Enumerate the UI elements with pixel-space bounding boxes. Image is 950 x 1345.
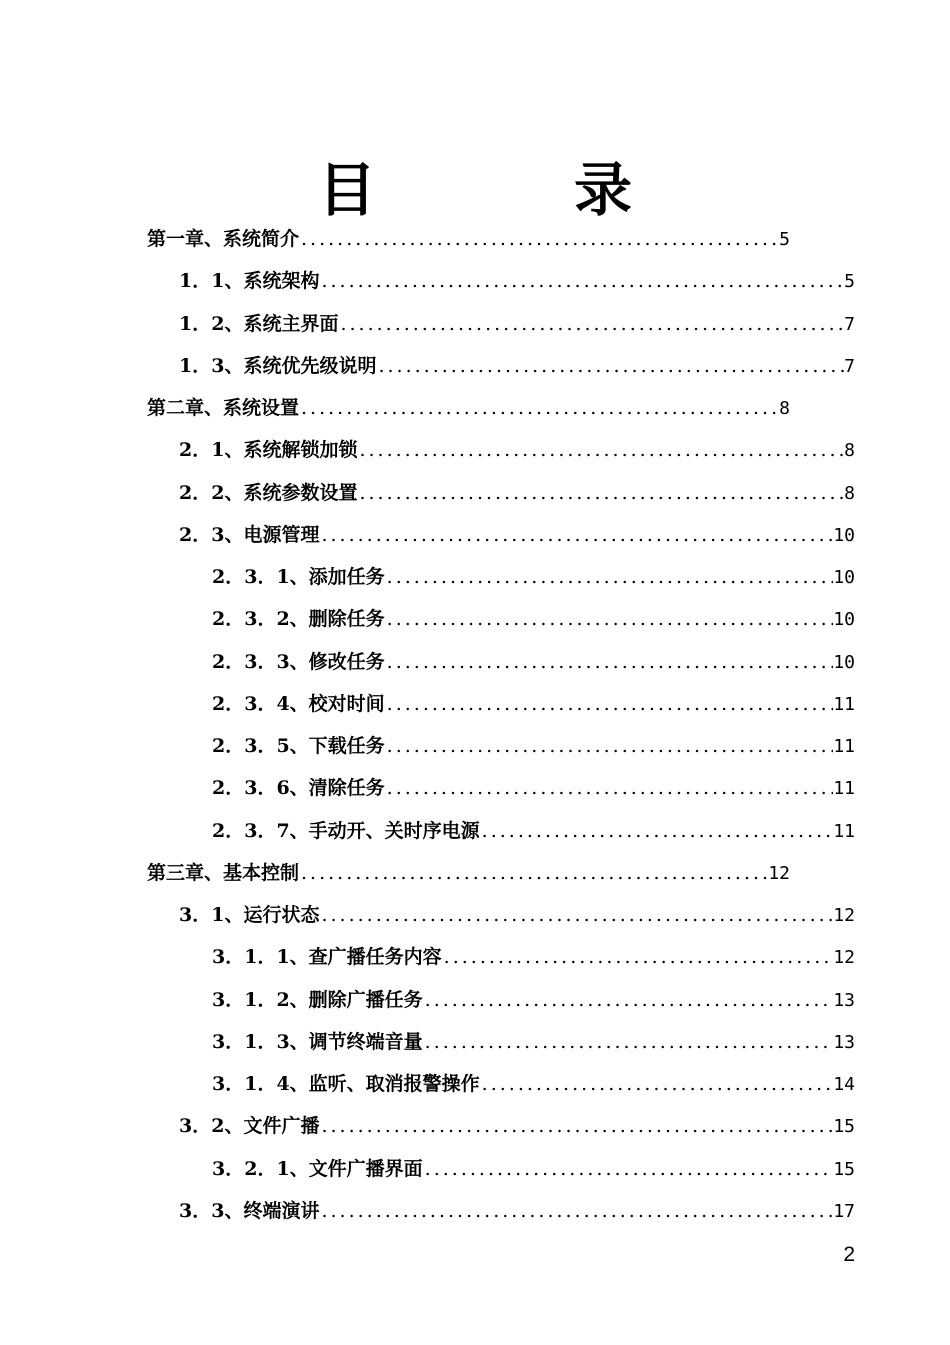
toc-entry[interactable]	[0, 810, 950, 852]
toc-entry-line	[212, 936, 855, 979]
toc-entry-line	[147, 218, 790, 261]
toc-entry-line	[212, 556, 855, 599]
toc-entry-line	[179, 345, 855, 388]
toc-entry-page: 11	[833, 778, 855, 800]
toc-entry-page: 8	[844, 482, 855, 504]
table-of-contents	[0, 218, 950, 1232]
toc-entry-title: 2．3．5、下载任务	[212, 735, 385, 757]
toc-entry-title: 3．3、终端演讲	[179, 1199, 320, 1222]
toc-entry-page: 8	[844, 440, 855, 462]
toc-entry-line	[179, 303, 855, 346]
toc-entry-page: 14	[833, 1074, 855, 1095]
toc-entry-page: 5	[844, 271, 855, 293]
toc-entry-page: 15	[833, 1158, 855, 1180]
toc-entry-line	[212, 641, 855, 684]
toc-entry[interactable]	[0, 598, 950, 640]
page-number: 2	[843, 1243, 855, 1266]
toc-entry-line	[212, 1148, 855, 1191]
toc-entry-title: 2．2、系统参数设置	[179, 481, 358, 504]
toc-entry[interactable]	[0, 641, 950, 683]
toc-dot-leader	[357, 472, 844, 514]
toc-entry-title: 2．3．4、校对时间	[212, 692, 385, 715]
toc-entry[interactable]	[0, 218, 950, 260]
toc-entry-title: 2．3、电源管理	[179, 523, 320, 546]
toc-entry[interactable]	[0, 556, 950, 598]
toc-entry-page: 15	[833, 1116, 855, 1138]
toc-dot-leader	[319, 260, 844, 302]
toc-entry-title: 1．2、系统主界面	[179, 312, 339, 335]
toc-entry-page: 13	[833, 989, 855, 1011]
toc-entry-line	[212, 725, 855, 768]
toc-entry[interactable]	[0, 472, 950, 514]
toc-entry-page: 8	[779, 398, 790, 419]
toc-dot-leader	[319, 514, 833, 556]
toc-dot-leader	[357, 429, 844, 471]
toc-entry-page: 10	[833, 524, 855, 546]
toc-dot-leader	[442, 936, 834, 978]
toc-dot-leader	[319, 1190, 833, 1232]
toc-entry[interactable]	[0, 345, 950, 387]
toc-entry-line	[179, 1105, 855, 1148]
toc-entry-title: 2．1、系统解锁加锁	[179, 439, 358, 462]
toc-entry-title: 3．2．1、文件广播界面	[212, 1157, 423, 1180]
toc-entry-title: 2．3．2、删除任务	[212, 608, 385, 631]
toc-entry[interactable]	[0, 429, 950, 471]
toc-entry-line	[212, 598, 855, 641]
toc-entry-page: 10	[833, 609, 855, 631]
toc-dot-leader	[319, 1105, 833, 1147]
toc-entry[interactable]	[0, 936, 950, 978]
toc-entry-line	[212, 767, 855, 810]
toc-entry-title: 3．1．3、调节终端音量	[212, 1030, 423, 1053]
toc-dot-leader	[423, 1148, 834, 1190]
toc-dot-leader	[299, 387, 779, 429]
toc-entry-line	[179, 1190, 855, 1233]
toc-entry-title: 第三章、基本控制	[147, 861, 300, 884]
toc-entry-line	[179, 472, 855, 515]
toc-entry-page: 10	[833, 651, 855, 673]
toc-entry[interactable]	[0, 1148, 950, 1190]
toc-entry-title: 2．3．7、手动开、关时序电源	[212, 819, 480, 842]
toc-entry-page: 11	[833, 693, 855, 715]
toc-entry-title: 3．2、文件广播	[179, 1115, 320, 1138]
toc-entry[interactable]	[0, 683, 950, 725]
toc-entry-title: 3．1．2、删除广播任务	[212, 988, 423, 1011]
toc-dot-leader	[423, 1021, 834, 1063]
toc-entry-page: 7	[844, 355, 855, 377]
toc-dot-leader	[385, 767, 834, 809]
toc-entry[interactable]	[0, 979, 950, 1021]
toc-entry[interactable]	[0, 1190, 950, 1232]
toc-entry-title: 3．1．4、监听、取消报警操作	[212, 1073, 480, 1095]
toc-entry-title: 1．3、系统优先级说明	[179, 354, 377, 377]
toc-dot-leader	[299, 852, 768, 894]
toc-entry[interactable]	[0, 894, 950, 936]
toc-entry[interactable]	[0, 767, 950, 809]
toc-entry-line	[179, 429, 855, 472]
toc-entry-page: 12	[833, 905, 855, 926]
toc-entry[interactable]	[0, 852, 950, 894]
toc-entry[interactable]	[0, 1021, 950, 1063]
toc-entry-page: 12	[768, 862, 790, 884]
toc-entry-line	[212, 1021, 855, 1064]
toc-entry-line	[212, 683, 855, 726]
toc-entry[interactable]	[0, 514, 950, 556]
toc-dot-leader	[319, 894, 833, 936]
toc-entry-line	[212, 979, 855, 1022]
toc-entry-title: 1．1、系统架构	[179, 270, 320, 293]
toc-dot-leader	[385, 598, 834, 640]
toc-entry-title: 2．3．1、添加任务	[212, 566, 385, 588]
toc-entry[interactable]	[0, 303, 950, 345]
toc-entry-title: 第一章、系统简介	[147, 228, 300, 250]
toc-entry-line	[212, 810, 855, 853]
toc-entry-line	[147, 852, 790, 895]
toc-entry-page: 11	[833, 736, 855, 757]
toc-entry-line	[179, 514, 855, 557]
toc-entry[interactable]	[0, 1063, 950, 1105]
toc-entry-page: 17	[833, 1200, 855, 1222]
toc-entry[interactable]	[0, 260, 950, 302]
toc-entry-title: 3．1、运行状态	[179, 904, 320, 926]
toc-entry[interactable]	[0, 1105, 950, 1147]
toc-dot-leader	[385, 725, 834, 767]
toc-entry-line	[212, 1063, 855, 1106]
toc-entry-title: 第二章、系统设置	[147, 397, 300, 419]
toc-entry-page: 12	[833, 947, 855, 969]
toc-dot-leader	[299, 218, 779, 260]
toc-dot-leader	[480, 1063, 834, 1105]
toc-entry[interactable]	[0, 725, 950, 767]
toc-entry-page: 7	[844, 313, 855, 335]
toc-entry-title: 2．3．6、清除任务	[212, 777, 385, 800]
toc-dot-leader	[376, 345, 844, 387]
toc-entry-page: 13	[833, 1031, 855, 1053]
toc-entry-title: 2．3．3、修改任务	[212, 650, 385, 673]
toc-entry-page: 11	[833, 820, 855, 842]
toc-entry-line	[179, 260, 855, 303]
toc-title: 目 录	[317, 156, 702, 224]
toc-dot-leader	[385, 641, 834, 683]
toc-dot-leader	[480, 810, 834, 852]
toc-dot-leader	[385, 683, 834, 725]
toc-dot-leader	[338, 303, 844, 345]
toc-entry-line	[147, 387, 790, 430]
toc-entry-line	[179, 894, 855, 937]
toc-dot-leader	[385, 556, 834, 598]
toc-dot-leader	[423, 979, 834, 1021]
toc-entry-page: 10	[833, 567, 855, 588]
toc-entry-page: 5	[779, 229, 790, 250]
toc-entry-title: 3．1．1、查广播任务内容	[212, 946, 442, 969]
toc-entry[interactable]	[0, 387, 950, 429]
